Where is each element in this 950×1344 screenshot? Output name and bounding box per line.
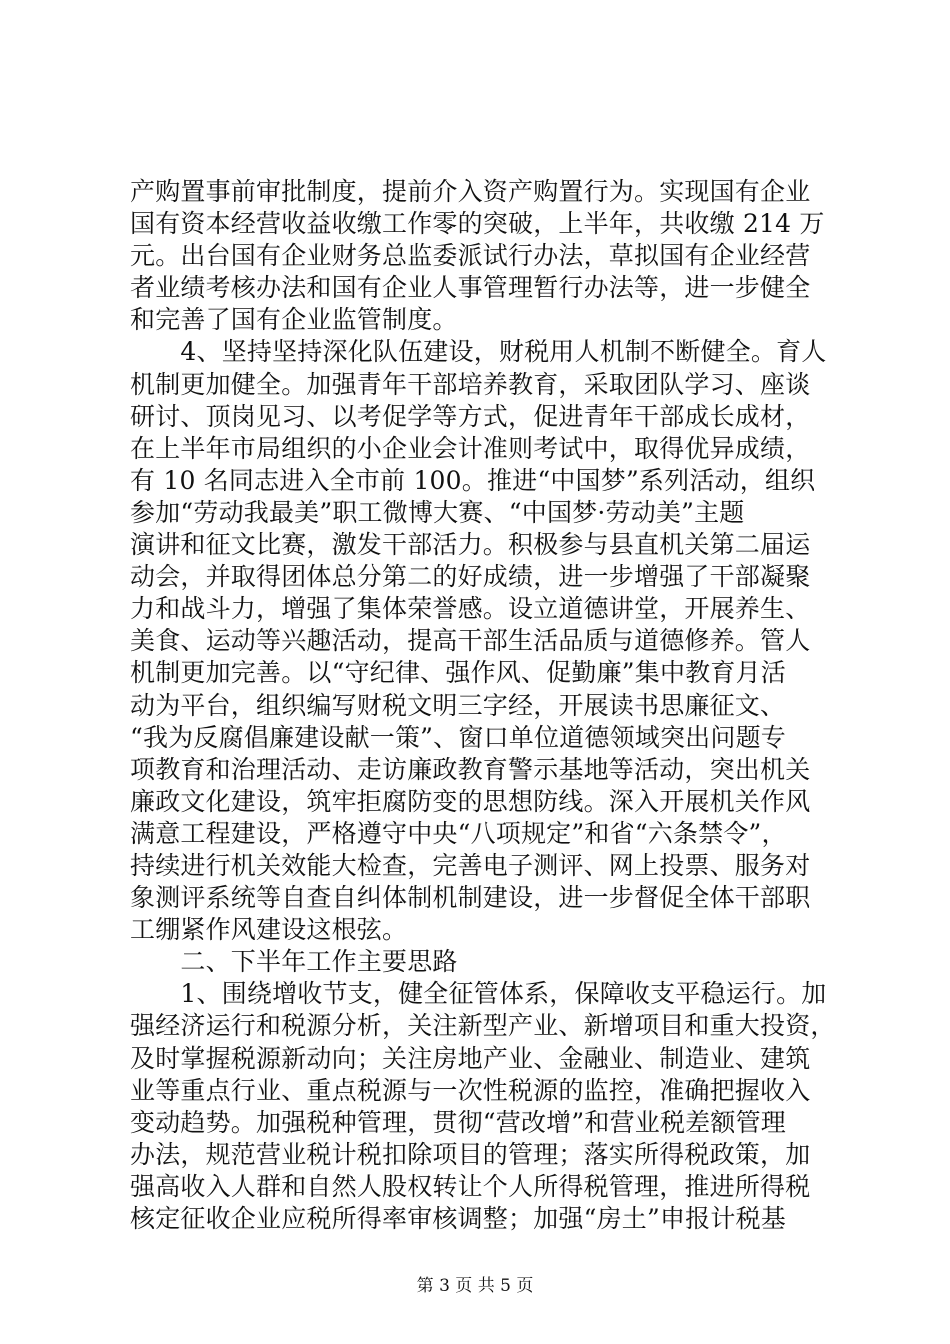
text-line: 和完善了国有企业监管制度。 <box>130 305 458 335</box>
text-line: 强经济运行和税源分析，关注新型产业、新增项目和重大投资， <box>130 1011 836 1041</box>
text-line: 满意工程建设，严格遵守中央“八项规定”和省“六条禁令”， <box>130 818 787 848</box>
text-line: 在上半年市局组织的小企业会计准则考试中，取得优异成绩， <box>130 433 811 463</box>
text-line: 产购置事前审批制度，提前介入资产购置行为。实现国有企业 <box>130 177 811 206</box>
text-line: 演讲和征文比赛，激发干部活力。积极参与县直机关第二届运 <box>130 530 811 560</box>
text-line: “我为反腐倡廉建设献一策”、窗口单位道德领域突出问题专 <box>130 722 786 752</box>
text-line: 者业绩考核办法和国有企业人事管理暂行办法等，进一步健全 <box>130 273 811 303</box>
text-line: 美食、运动等兴趣活动，提高干部生活品质与道德修养。管人 <box>130 626 811 656</box>
text-line: 1、围绕增收节支，健全征管体系，保障收支平稳运行。加 <box>130 979 827 1009</box>
text-line: 及时掌握税源新动向；关注房地产业、金融业、制造业、建筑 <box>130 1043 811 1073</box>
text-line: 强高收入人群和自然人股权转让个人所得税管理，推进所得税 <box>130 1171 811 1201</box>
text-line: 象测评系统等自查自纠体制机制建设，进一步督促全体干部职 <box>130 883 811 913</box>
text-line: 动会，并取得团体总分第二的好成绩，进一步增强了干部凝聚 <box>130 562 811 592</box>
text-line: 4、坚持坚持深化队伍建设，财税用人机制不断健全。育人 <box>130 337 827 367</box>
text-line: 元。出台国有企业财务总监委派试行办法，草拟国有企业经营 <box>130 241 811 271</box>
body-text <box>130 176 836 1235</box>
text-line: 力和战斗力，增强了集体荣誉感。设立道德讲堂，开展养生、 <box>130 594 811 624</box>
text-line: 业等重点行业、重点税源与一次性税源的监控，准确把握收入 <box>130 1075 811 1105</box>
text-line: 有 10 名同志进入全市前 100。推进“中国梦”系列活动，组织 <box>130 465 816 495</box>
text-line: 廉政文化建设，筑牢拒腐防变的思想防线。深入开展机关作风 <box>130 786 811 816</box>
text-line: 项教育和治理活动、走访廉政教育警示基地等活动，突出机关 <box>130 754 811 784</box>
text-line: 动为平台，组织编写财税文明三字经，开展读书思廉征文、 <box>130 690 786 720</box>
text-line: 机制更加健全。加强青年干部培养教育，采取团队学习、座谈 <box>130 369 811 399</box>
text-line: 持续进行机关效能大检查，完善电子测评、网上投票、服务对 <box>130 850 811 880</box>
text-line: 变动趋势。加强税种管理，贯彻“营改增”和营业税差额管理 <box>130 1107 786 1137</box>
text-line: 研讨、顶岗见习、以考促学等方式，促进青年干部成长成材， <box>130 401 811 431</box>
text-line: 机制更加完善。以“守纪律、强作风、促勤廉”集中教育月活 <box>130 658 786 688</box>
page-number-footer: 第 3 页 共 5 页 <box>416 1276 534 1296</box>
text-line: 国有资本经营收益收缴工作零的突破，上半年，共收缴 214 万 <box>130 209 825 239</box>
text-line: 办法，规范营业税计税扣除项目的管理；落实所得税政策，加 <box>130 1139 811 1169</box>
section-heading: 二、下半年工作主要思路 <box>130 947 458 977</box>
text-line: 参加“劳动我最美”职工微博大赛、“中国梦·劳动美”主题 <box>130 497 745 527</box>
text-line: 核定征收企业应税所得率审核调整；加强“房土”申报计税基 <box>130 1204 786 1233</box>
text-line: 工绷紧作风建设这根弦。 <box>130 915 408 945</box>
